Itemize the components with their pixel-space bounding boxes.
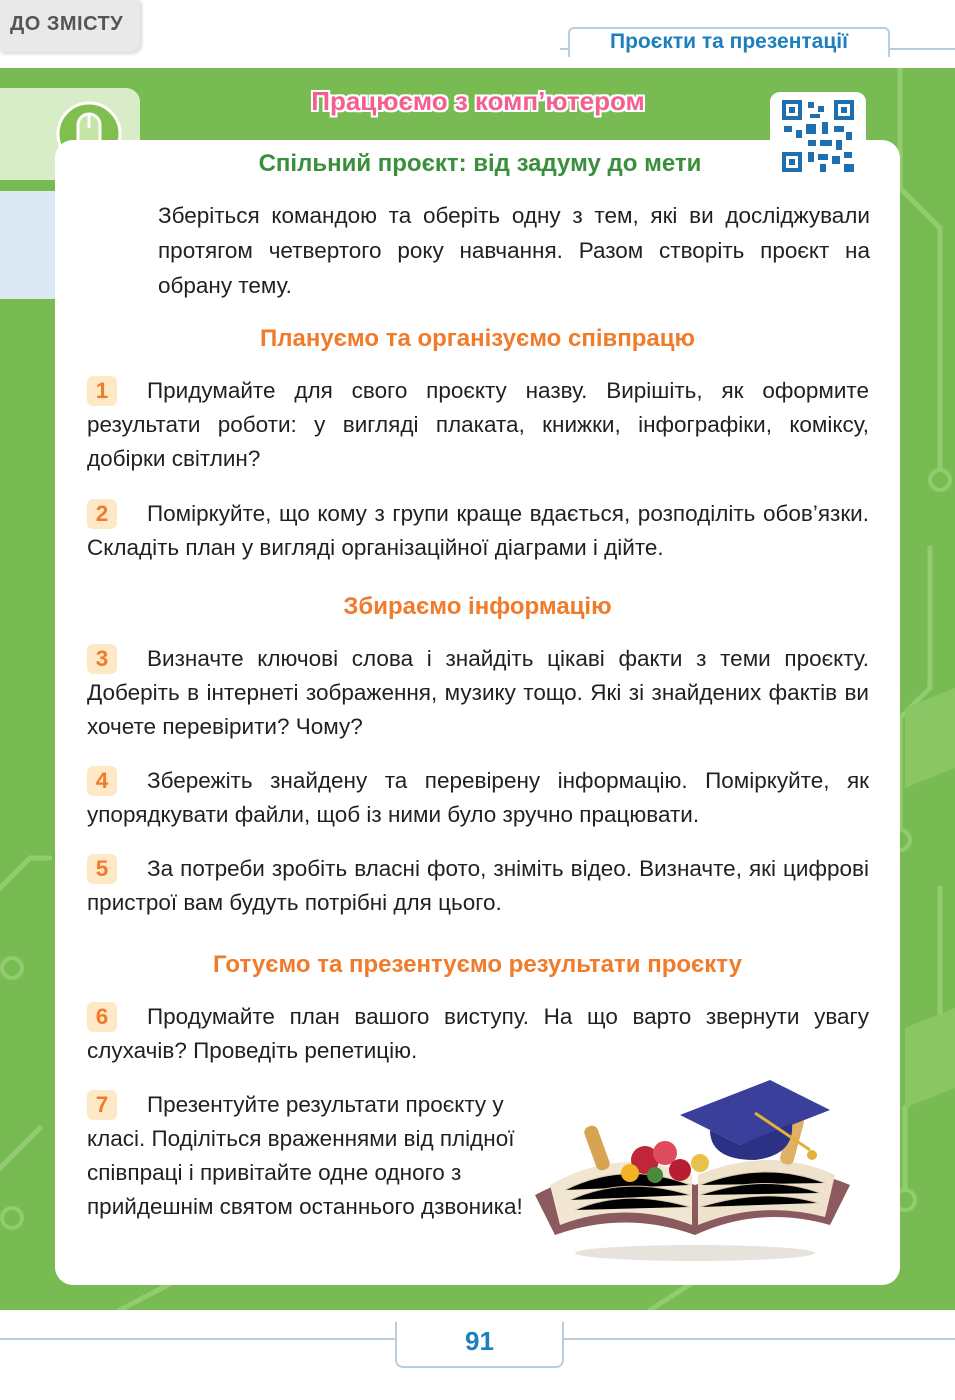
task-5 [87, 852, 869, 920]
task-number: 4 [87, 766, 117, 796]
section-heading-information: Збираємо інформацію [343, 593, 612, 620]
task-text: Презентуйте результати проєкту у класі. Поділіться враженнями від плідної співпраці і привітайте одне одного з прийдешнім святом останнього дзвоника! [87, 1092, 523, 1219]
section-heading-presentation: Готуємо та презентуємо результати проєкту [213, 951, 742, 978]
toc-link[interactable] [0, 0, 140, 52]
section-title: Проєкти та презентації [609, 30, 848, 53]
task-3 [87, 642, 869, 744]
task-number: 7 [87, 1090, 117, 1120]
intro-paragraph: Зберіться командою та оберіть одну з тем, які ви досліджували протягом четвертого року навчання. Разом створіть проєкт на обрану тему. [158, 203, 870, 298]
book-graduation-illustration [530, 1075, 850, 1265]
section-heading-planning: Плануємо та організуємо співпрацю [259, 325, 696, 352]
task-text: Продумайте план вашого виступу. На що варто звернути увагу слухачів? Проведіть репетицію. [87, 1004, 869, 1063]
task-text: Визначте ключові слова і знайдіть цікаві факти з теми проєкту. Доберіть в інтернеті зображення, музику тощо. Які зі знайдених фактів ви хочете перевірити? Чому? [87, 646, 869, 739]
task-text: За потреби зробіть власні фото, зніміть відео. Визначте, які цифрові пристрої вам будуть потрібні для цього. [87, 856, 869, 915]
task-2 [87, 497, 869, 565]
task-text: Придумайте для свого проєкту назву. Вирішіть, як оформите результати роботи: у вигляді плаката, книжки, інфографіки, коміксу, добірки світлин? [87, 378, 869, 471]
page-number: 91 [465, 1326, 494, 1356]
task-text: Поміркуйте, що кому з групи краще вдається, розподіліть обов’язки. Складіть план у вигляді організаційної діаграми і дійте. [87, 501, 869, 560]
lesson-banner-title: Працюємо з комп’ютером [311, 86, 645, 116]
task-number: 6 [87, 1002, 117, 1032]
task-number: 2 [87, 499, 117, 529]
task-7 [87, 1088, 557, 1224]
task-number: 3 [87, 644, 117, 674]
project-subtitle: Спільний проєкт: від задуму до мети [258, 150, 702, 177]
task-6 [87, 1000, 869, 1068]
toc-label: ДО ЗМІСТУ [10, 13, 124, 35]
task-4 [87, 764, 869, 832]
task-number: 5 [87, 854, 117, 884]
task-1 [87, 374, 869, 476]
task-text: Збережіть знайдену та перевірену інформацію. Поміркуйте, як упорядкувати файли, щоб із ними було зручно працювати. [87, 768, 869, 827]
task-number: 1 [87, 376, 117, 406]
